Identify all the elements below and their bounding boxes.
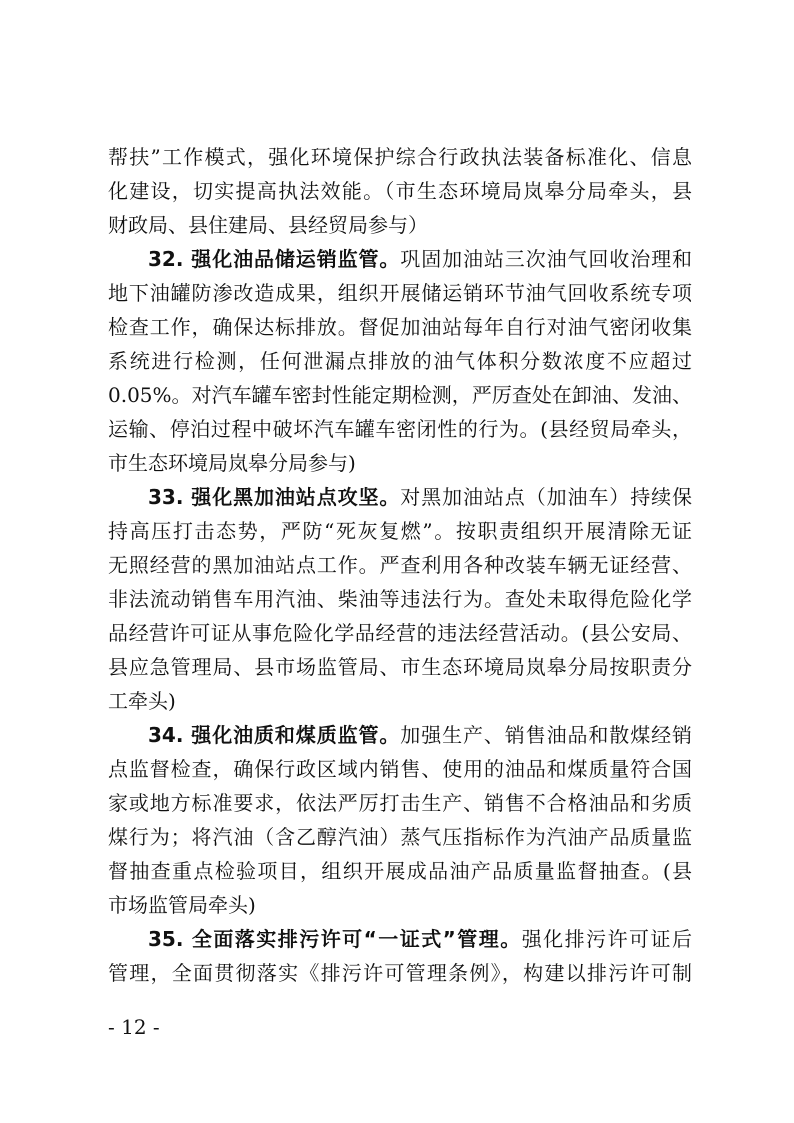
item-33-first-line bbox=[108, 480, 692, 514]
item-heading: 33. 强化黑加油站点攻坚。 bbox=[148, 485, 401, 509]
paragraph-line: 市场监管局牵头) bbox=[108, 893, 256, 917]
paragraph-line: 管理，全面贯彻落实《排污许可管理条例》，构建以排污许可制 bbox=[108, 961, 692, 985]
item-text: 强化排污许可证后 bbox=[521, 927, 693, 951]
paragraph-line: 持高压打击态势，严防“死灰复燃”。按职责组织开展清除无证 bbox=[108, 519, 692, 543]
page-number: - 12 - bbox=[108, 1015, 160, 1039]
paragraph-line: 县应急管理局、县市场监管局、市生态环境局岚皋分局按职责分 bbox=[108, 655, 692, 679]
item-35-first-line bbox=[108, 922, 692, 956]
item-text: 加强生产、销售油品和散煤经销 bbox=[400, 723, 692, 747]
paragraph-line: 煤行为；将汽油（含乙醇汽油）蒸气压指标作为汽油产品质量监 bbox=[108, 825, 692, 849]
paragraph-line: 家或地方标准要求，依法严厉打击生产、销售不合格油品和劣质 bbox=[108, 791, 692, 815]
paragraph-line: 工牵头) bbox=[108, 689, 176, 713]
paragraph-line: 无照经营的黑加油站点工作。严查利用各种改装车辆无证经营、 bbox=[108, 553, 692, 577]
paragraph-line: 系统进行检测，任何泄漏点排放的油气体积分数浓度不应超过 bbox=[108, 349, 692, 373]
paragraph-line: 财政局、县住建局、县经贸局参与） bbox=[108, 213, 428, 237]
item-34-first-line bbox=[108, 718, 692, 752]
item-heading: 32. 强化油品储运销监管。 bbox=[148, 247, 401, 271]
item-heading: 34. 强化油质和煤质监管。 bbox=[148, 723, 401, 747]
paragraph-line: 督抽查重点检验项目，组织开展成品油产品质量监督抽查。(县 bbox=[108, 859, 692, 883]
paragraph-line: 化建设，切实提高执法效能。（市生态环境局岚皋分局牵头，县 bbox=[108, 179, 692, 203]
paragraph-line: 点监督检查，确保行政区域内销售、使用的油品和煤质量符合国 bbox=[108, 757, 692, 781]
item-heading: 35. 全面落实排污许可“一证式”管理。 bbox=[148, 927, 522, 951]
paragraph-line: 0.05%。对汽车罐车密封性能定期检测，严厉查处在卸油、发油、 bbox=[108, 383, 692, 407]
paragraph-line: 品经营许可证从事危险化学品经营的违法经营活动。(县公安局、 bbox=[108, 621, 692, 645]
paragraph-line: 运输、停泊过程中破坏汽车罐车密闭性的行为。(县经贸局牵头， bbox=[108, 417, 692, 441]
paragraph-line: 帮扶”工作模式，强化环境保护综合行政执法装备标准化、信息 bbox=[108, 145, 692, 169]
paragraph-line: 地下油罐防渗改造成果，组织开展储运销环节油气回收系统专项 bbox=[108, 281, 692, 305]
item-32-first-line bbox=[108, 242, 692, 276]
paragraph-line: 非法流动销售车用汽油、柴油等违法行为。查处未取得危险化学 bbox=[108, 587, 692, 611]
item-text: 对黑加油站点（加油车）持续保 bbox=[400, 485, 692, 509]
paragraph-line: 检查工作，确保达标排放。督促加油站每年自行对油气密闭收集 bbox=[108, 315, 692, 339]
paragraph-line: 市生态环境局岚皋分局参与) bbox=[108, 451, 356, 475]
item-text: 巩固加油站三次油气回收治理和 bbox=[400, 247, 692, 271]
